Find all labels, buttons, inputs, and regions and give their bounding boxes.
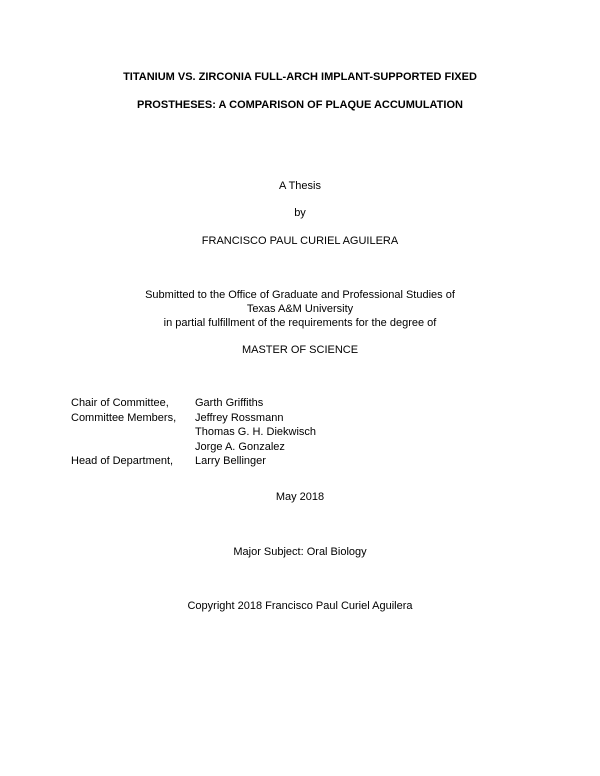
committee-member-name: Larry Bellinger bbox=[195, 455, 266, 467]
committee-member-name: Garth Griffiths bbox=[195, 397, 264, 409]
major-subject: Major Subject: Oral Biology bbox=[233, 546, 367, 558]
document-type: A Thesis bbox=[279, 180, 321, 192]
committee-role: Chair of Committee, bbox=[71, 397, 169, 409]
copyright-notice: Copyright 2018 Francisco Paul Curiel Aguilera bbox=[187, 600, 413, 612]
submission-line-2: Texas A&M University bbox=[246, 303, 354, 315]
by-label: by bbox=[294, 207, 306, 219]
thesis-title-line-2: PROSTHESES: A COMPARISON OF PLAQUE ACCUMULATION bbox=[137, 99, 463, 111]
thesis-title-line-1: TITANIUM VS. ZIRCONIA FULL-ARCH IMPLANT-SUPPORTED FIXED bbox=[123, 71, 477, 83]
committee-member-name: Thomas G. H. Diekwisch bbox=[195, 426, 317, 438]
submission-line-3: in partial fulfillment of the requirements for the degree of bbox=[163, 317, 437, 329]
committee-member-name: Jeffrey Rossmann bbox=[195, 411, 284, 424]
committee-role: Head of Department, bbox=[71, 455, 174, 467]
committee-role: Committee Members, bbox=[71, 411, 177, 424]
submission-date: May 2018 bbox=[275, 491, 325, 503]
committee-member-name: Jorge A. Gonzalez bbox=[195, 440, 285, 453]
degree-name: MASTER OF SCIENCE bbox=[241, 344, 359, 356]
author-name: FRANCISCO PAUL CURIEL AGUILERA bbox=[201, 235, 399, 247]
submission-line-1: Submitted to the Office of Graduate and Professional Studies of bbox=[145, 289, 455, 301]
